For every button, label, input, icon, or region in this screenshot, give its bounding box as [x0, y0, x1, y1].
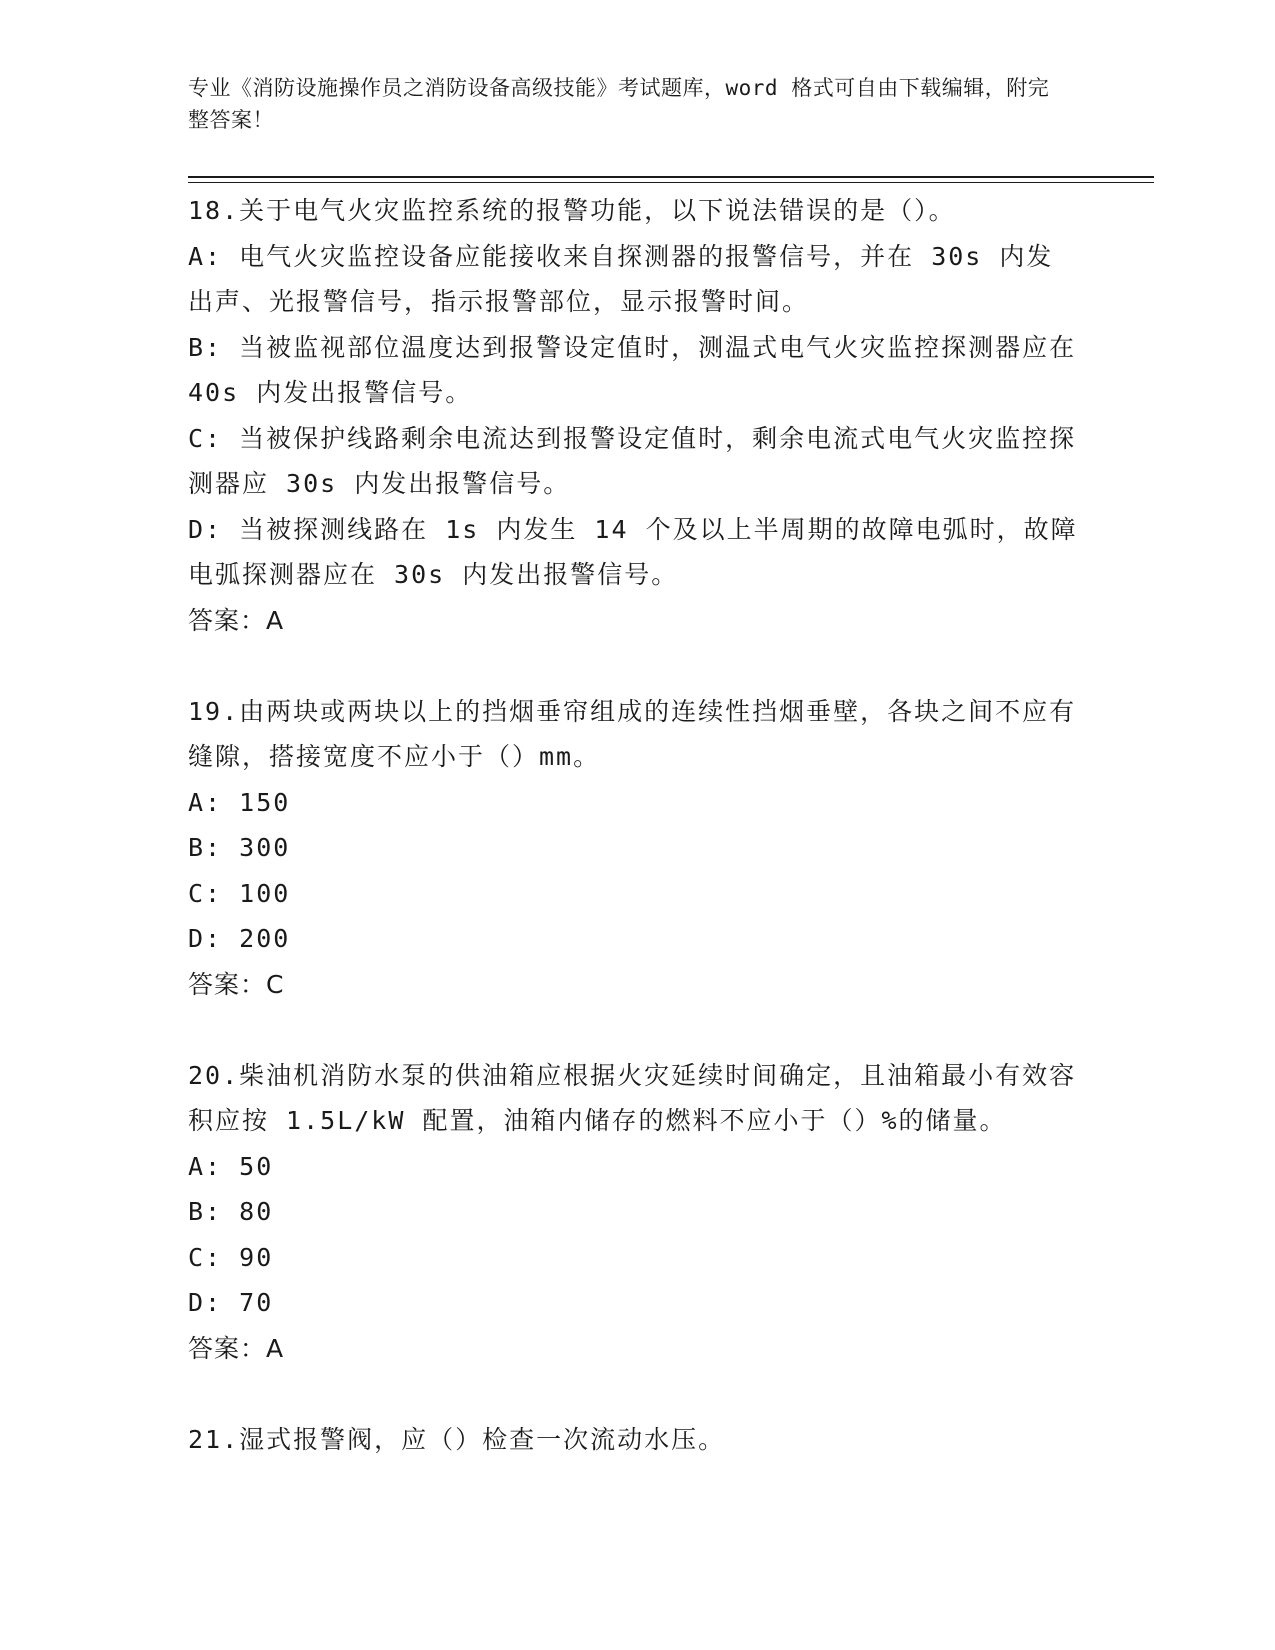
question-20 [188, 1053, 1078, 1372]
question-text: 21.湿式报警阀，应（）检查一次流动水压。 [188, 1424, 726, 1454]
option-d: D: 当被探测线路在 1s 内发生 14 个及以上半周期的故障电弧时，故障电弧探测器应在 30s 内发出报警信号。 [188, 514, 1078, 589]
option-d: D: 70 [188, 1288, 274, 1317]
option-b: B: 300 [188, 833, 291, 862]
question-text: 18.关于电气火灾监控系统的报警功能，以下说法错误的是（）。 [188, 196, 956, 225]
option-c: C: 90 [188, 1242, 274, 1272]
option-b: B: 当被监视部位温度达到报警设定值时，测温式电气火灾监控探测器应在 40s 内发出报警信号。 [188, 332, 1077, 407]
option-c: C: 100 [188, 878, 291, 908]
header-divider-thick [188, 176, 1154, 178]
option-b: B: 80 [188, 1197, 274, 1226]
answer: 答案：C [188, 969, 285, 999]
option-a: A: 150 [188, 787, 291, 817]
question-spacer [188, 1371, 1078, 1417]
option-a: A: 电气火灾监控设备应能接收来自探测器的报警信号，并在 30s 内发出声、光报警信号，指示报警部位，显示报警时间。 [188, 241, 1054, 316]
question-19 [188, 689, 1078, 1008]
question-text: 19.由两块或两块以上的挡烟垂帘组成的连续性挡烟垂壁，各块之间不应有缝隙，搭接宽度不应小于（）mm。 [188, 696, 1077, 771]
question-list [188, 188, 1078, 1462]
question-18 [188, 188, 1078, 643]
answer: 答案：A [188, 605, 285, 635]
question-text: 20.柴油机消防水泵的供油箱应根据火灾延续时间确定，且油箱最小有效容积应按 1.5L/kW 配置，油箱内储存的燃料不应小于（）%的储量。 [188, 1060, 1077, 1135]
question-spacer [188, 1007, 1078, 1053]
header-divider-thin [188, 182, 1154, 183]
question-spacer [188, 643, 1078, 689]
option-a: A: 50 [188, 1151, 274, 1181]
document-header: 专业《消防设施操作员之消防设备高级技能》考试题库，word 格式可自由下载编辑，附完整答案！ [188, 76, 1050, 132]
option-d: D: 200 [188, 924, 291, 953]
answer: 答案：A [188, 1333, 285, 1363]
option-c: C: 当被保护线路剩余电流达到报警设定值时，剩余电流式电气火灾监控探测器应 30s 内发出报警信号。 [188, 423, 1077, 498]
question-21 [188, 1417, 1078, 1463]
